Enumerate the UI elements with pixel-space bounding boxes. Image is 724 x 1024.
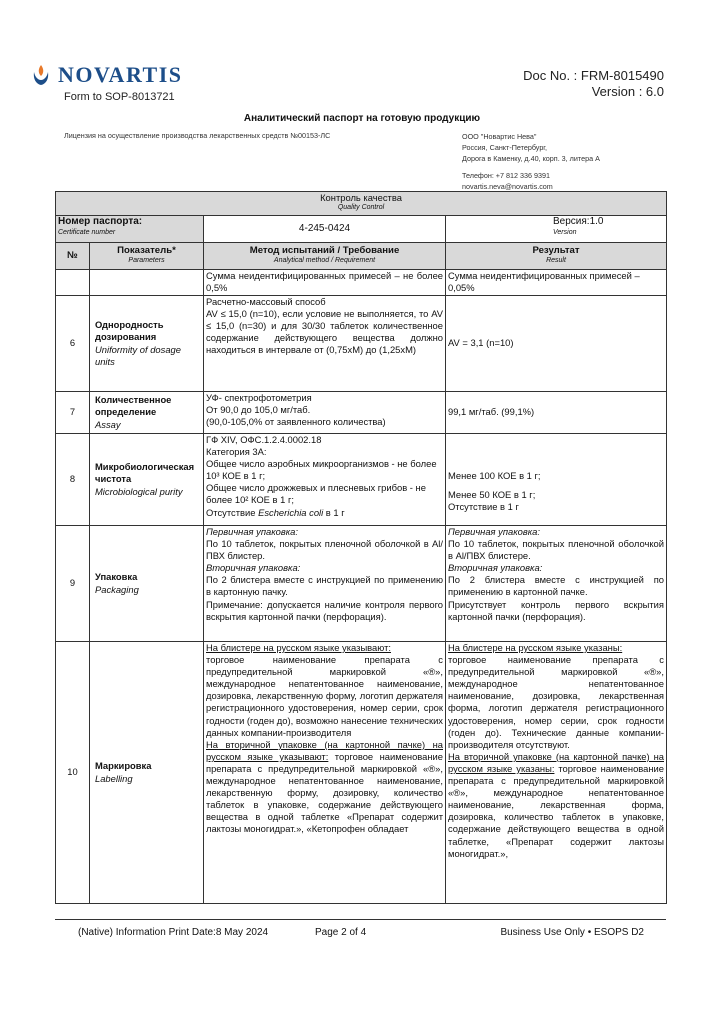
row-no <box>56 270 90 296</box>
footer-print-date: (Native) Information Print Date:8 May 2024 <box>78 927 269 938</box>
param-name-en: Packaging <box>95 583 139 595</box>
row-param <box>90 642 204 904</box>
row-method: Сумма неидентифицированных примесей – не более 0,5% <box>204 270 446 296</box>
row-result <box>446 642 667 904</box>
method-text: в 1 г <box>323 506 345 518</box>
footer-divider <box>55 919 666 920</box>
novartis-flame-icon <box>30 62 52 88</box>
row-result: Сумма неидентифицированных примесей – 0,05% <box>446 270 667 296</box>
col-header-result <box>446 243 667 270</box>
company-phone: Телефон: +7 812 336 9391 <box>462 171 550 180</box>
company-name: ООО "Новартис Нева" <box>462 132 537 141</box>
method-line: торговое наименование препарата с предупредительной маркировкой «®», международное непатентованное наименование, дозировка, лекарственную форму, логотип держателя регистрационного удостоверения, номер серии, срок годности (годен до), возможно нанесение технических данных компании-производителя <box>206 654 443 738</box>
param-name: Упаковка <box>95 571 138 583</box>
row-param <box>90 392 204 434</box>
method-line <box>206 507 443 519</box>
row-no: 8 <box>56 434 90 526</box>
row-param <box>90 434 204 526</box>
row-result: 99,1 мг/таб. (99,1%) <box>446 392 667 434</box>
result-line <box>448 751 664 860</box>
method-line: На блистере на русском языке указывают: <box>206 642 391 653</box>
row-no: 6 <box>56 296 90 392</box>
qc-title: Контроль качества <box>320 192 402 203</box>
novartis-logo <box>30 62 183 88</box>
table-row <box>56 642 667 904</box>
param-name: Количественное определение <box>95 394 172 418</box>
company-country: Россия, Санкт-Петербург, <box>462 143 548 152</box>
brand-name: NOVARTIS <box>58 62 183 87</box>
result-line: На блистере на русском языке указаны: <box>448 642 623 653</box>
col-header-param <box>90 243 204 270</box>
result-line: Первичная упаковка: <box>448 526 541 537</box>
row-no: 10 <box>56 642 90 904</box>
company-address: Дорога в Каменку, д.40, корп. 3, литера А <box>462 154 600 163</box>
method-line: (90,0-105,0% от заявленного количества) <box>206 416 386 428</box>
cert-label-sub: Certificate number <box>58 229 116 236</box>
table-row <box>56 434 667 526</box>
method-line: Общее число аэробных микроорганизмов - не более 10³ КОЕ в 1 г; <box>206 458 437 482</box>
company-info <box>462 131 600 192</box>
footer-page-number: Page 2 of 4 <box>315 927 367 938</box>
col-result-label: Результат <box>532 245 580 256</box>
row-method <box>204 642 446 904</box>
form-to: Form to SOP-8013721 <box>64 91 175 103</box>
param-name-en: Labelling <box>95 772 133 784</box>
method-text: Отсутствие <box>206 506 259 518</box>
method-line: AV ≤ 15,0 (n=10), если условие не выполняется, то AV ≤ 15,0 (n=30) и для 30/30 таблеток количественное содержание действующего вещества должно находиться в интервале от (0,75хМ) до (1,25хМ) <box>206 308 443 356</box>
row-param <box>90 296 204 392</box>
col-param-label: Показатель* <box>117 245 176 256</box>
method-line <box>206 739 443 836</box>
method-text: торговое наименование препарата с предупредительной маркировкой «®», международное непатентованное наименование, лекарственную форму, дозировку, количество таблеток в упаковке, содержание действующего вещества в одной таблетке «Препарат содержит лактозы моногидрат.», «Кетопрофен обладает <box>206 750 443 835</box>
license-text: Лицензия на осуществление производства лекарственных средств №00153-ЛС <box>64 131 331 140</box>
param-name-en: Assay <box>95 418 121 430</box>
doc-number: Doc No. : FRM-8015490 <box>523 68 664 83</box>
footer-classification: Business Use Only • ESOPS D2 <box>500 927 644 938</box>
table-row <box>56 270 667 296</box>
col-param-sub: Parameters <box>128 257 165 264</box>
result-line: Вторичная упаковка: <box>448 562 543 574</box>
row-method <box>204 392 446 434</box>
result-line: По 10 таблеток, покрытых пленочной оболочкой в Al/ПВХ блистере. <box>448 538 664 562</box>
certificate-row <box>56 216 667 243</box>
method-line: Категория 3А: <box>206 446 267 458</box>
doc-number-block <box>523 68 664 100</box>
table-row <box>56 526 667 642</box>
doc-version: Version : 6.0 <box>591 84 664 99</box>
col-header-no: № <box>56 243 90 270</box>
method-text-underlined: На вторичной упаковке (на картонной пачке) на русском языке указывают: <box>206 738 443 762</box>
version-cell <box>446 216 667 243</box>
company-email: novartis.neva@novartis.com <box>462 182 553 191</box>
cert-label: Номер паспорта: <box>58 216 143 227</box>
row-result: AV = 3,1 (n=10) <box>446 296 667 392</box>
qc-subtitle: Quality Control <box>337 204 385 211</box>
row-param <box>90 270 204 296</box>
col-method-label: Метод испытаний / Требование <box>249 245 400 256</box>
table-row <box>56 392 667 434</box>
row-method <box>204 296 446 392</box>
result-line: Присутствует контроль первого вскрытия картонной пачки (перфорация). <box>448 598 664 622</box>
method-line: Первичная упаковка: <box>206 526 299 537</box>
param-name-en: Uniformity of dosage units <box>95 343 181 367</box>
result-text-underlined: На вторичной упаковке (на картонной пачке) на русском языке указаны: <box>448 750 664 774</box>
row-result <box>446 434 667 526</box>
method-line: Общее число дрожжевых и плесневых грибов - не более 10² КОЕ в 1 г; <box>206 482 426 506</box>
row-method <box>204 526 446 642</box>
cert-number: 4-245-0424 <box>204 216 446 243</box>
method-line: По 2 блистера вместе с инструкцией по применению в картонную пачку. <box>206 574 443 598</box>
method-line: Примечание: допускается наличие контроля первого вскрытия картонной пачки (перфорация). <box>206 598 443 622</box>
col-method-sub: Analytical method / Requirement <box>273 257 376 264</box>
result-line: Отсутствие в 1 г <box>448 501 519 513</box>
column-header-row <box>56 243 667 270</box>
method-line: Расчетно-массовый способ <box>206 296 326 307</box>
version-sub: Version <box>553 229 577 236</box>
method-line: От 90,0 до 105,0 мг/таб. <box>206 404 311 416</box>
result-line: торговое наименование препарата с предупредительной маркировкой «®», международное непатентованное наименование, дозировка, лекарственная форма, логотип держателя регистрационного удостоверения, номер серии, срок годности (годен до). Технические данные компании-производителя отсутствуют. <box>448 654 664 750</box>
method-line: По 10 таблеток, покрытых пленочной оболочкой в Al/ПВХ блистер. <box>206 538 443 562</box>
cert-label-cell <box>56 216 204 243</box>
page-title: Аналитический паспорт на готовую продукцию <box>243 113 481 124</box>
param-name: Микробиологическая чистота <box>95 461 195 485</box>
quality-control-table <box>55 191 667 904</box>
row-no: 7 <box>56 392 90 434</box>
version-label: Версия:1.0 <box>553 216 604 227</box>
col-result-sub: Result <box>546 257 566 264</box>
method-line: Вторичная упаковка: <box>206 562 301 574</box>
param-name-en: Microbiological purity <box>95 485 183 497</box>
row-param <box>90 526 204 642</box>
param-name: Маркировка <box>95 760 152 772</box>
result-line: По 2 блистера вместе с инструкцией по применению в картонной пачке. <box>448 574 664 598</box>
qc-title-cell <box>56 192 667 216</box>
param-name: Однородность дозирования <box>95 319 164 343</box>
table-row <box>56 296 667 392</box>
row-no: 9 <box>56 526 90 642</box>
row-method <box>204 434 446 526</box>
method-line: УФ- спектрофотометрия <box>206 392 312 403</box>
method-line: ГФ XIV, ОФС.1.2.4.0002.18 <box>206 434 322 445</box>
result-line: Менее 100 КОЕ в 1 г; <box>448 470 541 481</box>
col-header-method <box>204 243 446 270</box>
method-text-organism: Escherichia coli <box>258 506 324 518</box>
row-result <box>446 526 667 642</box>
result-line: Менее 50 КОЕ в 1 г; <box>448 489 536 501</box>
qc-title-row <box>56 192 667 216</box>
result-text: торговое наименование препарата с предупредительной маркировкой «®», международное непатентованное наименование, лекарственная форма, дозировка, количество таблеток в упаковке, содержание действующего вещества в одной таблетке, «Препарат содержит лактозы моногидрат.», <box>448 762 665 859</box>
